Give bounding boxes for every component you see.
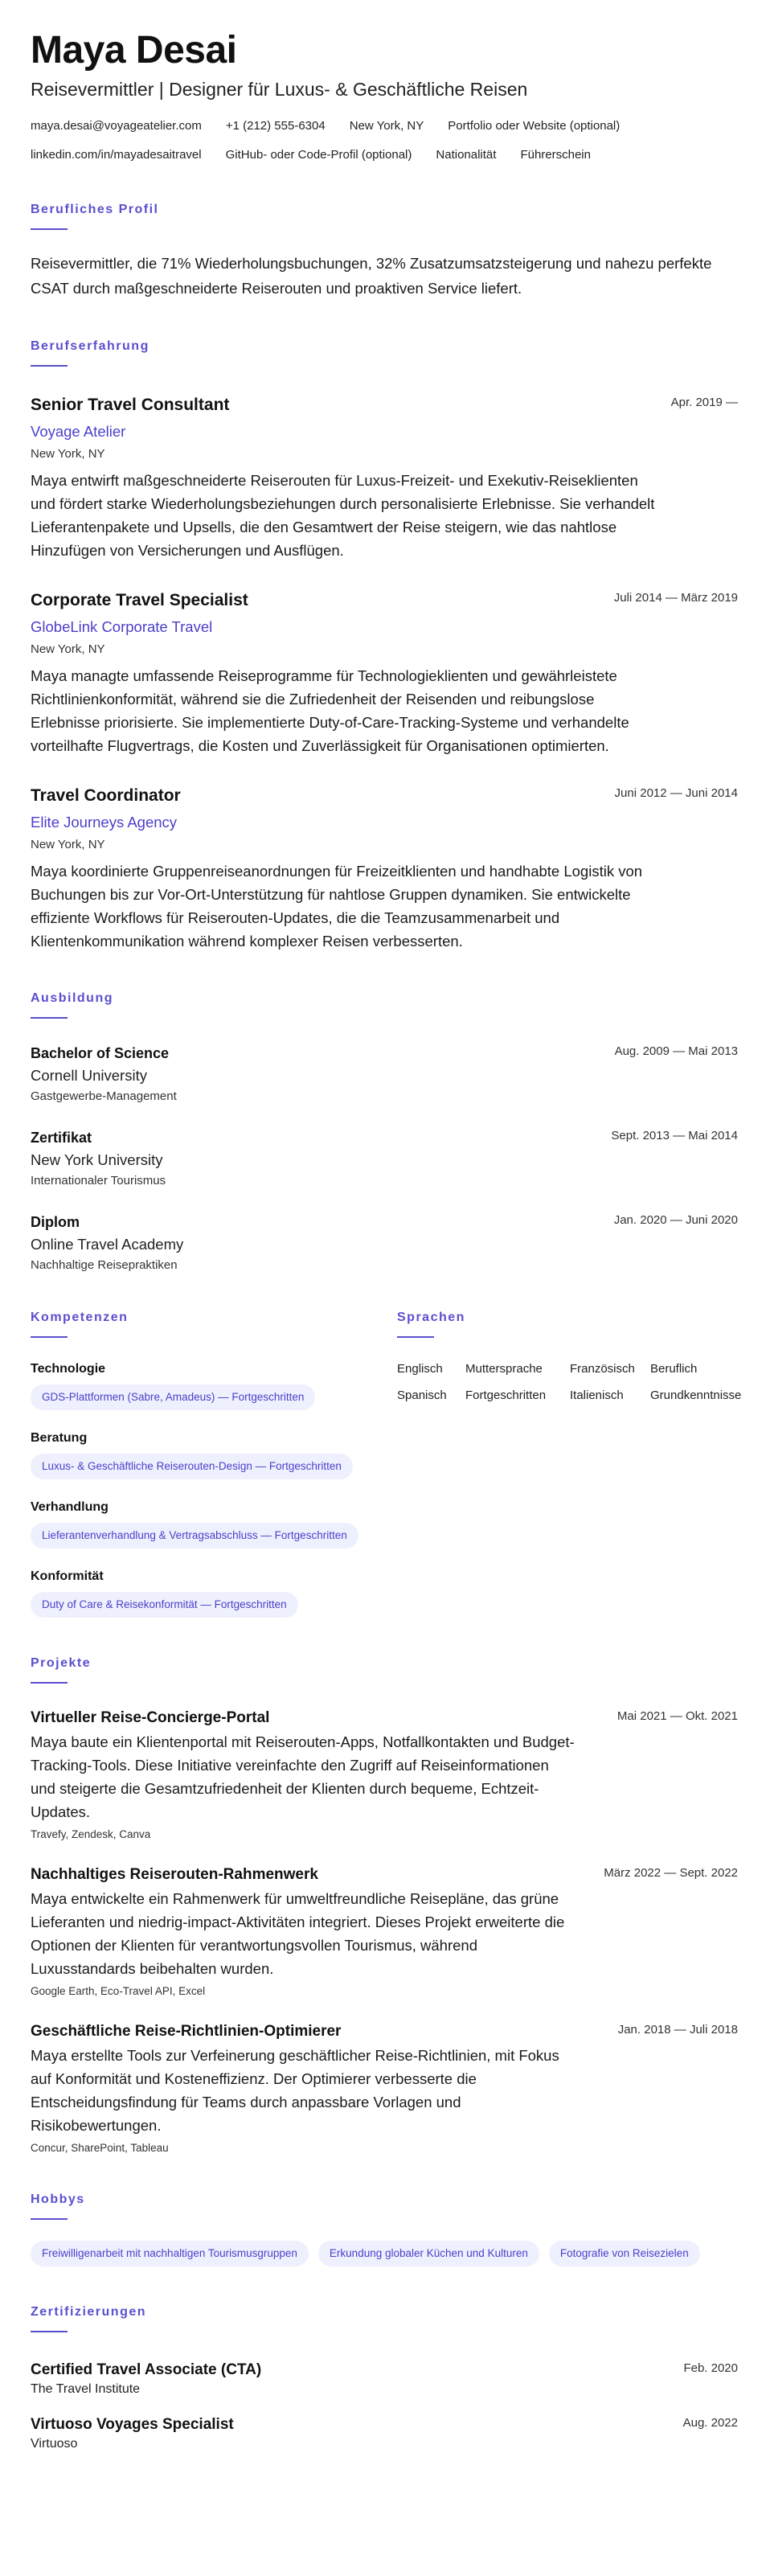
hobbies-section [31, 2192, 735, 2266]
resume-header [31, 29, 735, 164]
skill-category: Konformität [31, 1569, 104, 1583]
section-title-education: Ausbildung [31, 991, 113, 1005]
contact-linkedin[interactable]: linkedin.com/in/mayadesaitravel [31, 148, 202, 162]
project-name: Nachhaltiges Reiserouten-Rahmenwerk [31, 1866, 318, 1883]
job-entry [31, 785, 738, 953]
education-entry [31, 1127, 738, 1188]
section-title-certifications: Zertifizierungen [31, 2305, 147, 2319]
hobby-pill: Fotografie von Reisezielen [549, 2241, 700, 2266]
project-name: Geschäftliche Reise-Richtlinien-Optimierer [31, 2023, 342, 2040]
job-description: Maya koordinierte Gruppenreiseanordnungen für Freizeitklienten und handhabte Logistik von Buchungen bis zur Vor-Ort-Unterstützung für nahtlose Gruppen dynamiken. Sie entwickelte effiziente Workflows für Reiserouten-Updates, die die Teamzusammenarbeit und Klientenkommunikation während komplexer Reisen verbesserten. [31, 863, 643, 950]
job-title: Travel Coordinator [31, 786, 181, 805]
projects-section [31, 1656, 738, 2154]
project-dates: Mai 2021 — Okt. 2021 [616, 1709, 738, 1723]
education-field: Internationaler Tourismus [31, 1174, 166, 1188]
education-institution: Online Travel Academy [31, 1236, 184, 1253]
education-entry [31, 1212, 738, 1272]
contact-location: New York, NY [349, 119, 424, 133]
section-divider [31, 228, 68, 230]
contact-drivers-license: Führerschein [520, 148, 591, 162]
education-dates: Jan. 2020 — Juni 2020 [613, 1213, 738, 1227]
education-dates: Sept. 2013 — Mai 2014 [611, 1129, 738, 1142]
project-dates: Jan. 2018 — Juli 2018 [617, 2023, 738, 2037]
education-entry [31, 1043, 738, 1103]
education-field: Gastgewerbe-Management [31, 1089, 177, 1103]
education-degree: Zertifikat [31, 1130, 92, 1146]
language-name: Italienisch [570, 1388, 624, 1402]
job-description: Maya managte umfassende Reiseprogramme für Technologieklienten und gewährleistete Richtlinienkonformität, während sie die Zufriedenheit der Reisenden und reibungslose Erlebnisse priorisierte. Sie implementierte Duty-of-Care-Tracking-Systeme und verhandelte vorteilhafte Flugvertrags, die Kosten und Zuverlässigkeit für Organisationen optimierten. [31, 667, 629, 754]
section-title-experience: Berufserfahrung [31, 339, 150, 353]
project-dates: März 2022 — Sept. 2022 [604, 1866, 738, 1880]
language-name: Französisch [570, 1362, 635, 1376]
job-dates: Juli 2014 — März 2019 [613, 591, 738, 605]
contact-portfolio[interactable]: Portfolio oder Website (optional) [448, 119, 621, 133]
certification-date: Aug. 2022 [682, 2416, 738, 2430]
job-description: Maya entwirft maßgeschneiderte Reiserouten für Luxus-Freizeit- und Exekutiv-Reiseklienten und fördert starke Wiederholungsbeziehungen durch personalisierte Erlebnisse. Sie verhandelt Lieferantenpakete und Upsells, die den Gesamtwert der Reise steigern, wie das nahtlose Hinzufügen von Versicherungen und Ausflügen. [31, 472, 655, 559]
profile-section [31, 203, 735, 301]
project-description: Maya entwickelte ein Rahmenwerk für umweltfreundliche Reisepläne, das grüne Lieferanten und niedrig-impact-Aktivitäten integriert. Dieses Projekt erweiterte die Optionen der Klienten für verantwortungsvollen Tourismus, während Luxusstandards beibehalten wurden. [31, 1890, 565, 1977]
contact-nationality: Nationalität [436, 148, 497, 162]
candidate-headline: Reisevermittler | Designer für Luxus- & Geschäftliche Reisen [31, 79, 528, 100]
language-level: Fortgeschritten [465, 1388, 547, 1402]
education-section [31, 991, 738, 1272]
skill-category: Technologie [31, 1362, 106, 1376]
certification-entry [31, 2414, 738, 2451]
skills-section [31, 1311, 376, 1618]
section-divider [31, 2218, 68, 2220]
section-divider [397, 1336, 434, 1338]
languages-section [376, 1311, 742, 1618]
skill-pill: Duty of Care & Reisekonformität — Fortgeschritten [31, 1592, 298, 1618]
project-entry [31, 1864, 738, 1997]
skill-pill: Luxus- & Geschäftliche Reiserouten-Design — Fortgeschritten [31, 1454, 353, 1479]
certification-issuer: Virtuoso [31, 2437, 78, 2451]
job-company: GlobeLink Corporate Travel [31, 618, 213, 635]
section-title-languages: Sprachen [397, 1311, 465, 1324]
job-title: Senior Travel Consultant [31, 396, 230, 414]
language-level: Grundkenntnisse [650, 1388, 742, 1402]
language-name: Spanisch [397, 1388, 447, 1402]
job-dates: Apr. 2019 — [670, 396, 738, 409]
job-entry [31, 589, 738, 757]
project-description: Maya erstellte Tools zur Verfeinerung geschäftlicher Reise-Richtlinien, mit Fokus auf Konformität und Kosteneffizienz. Der Optimierer verbesserte die Entscheidungsfindung für Teams durch anpassbare Vorlagen und Risikobewertungen. [31, 2047, 559, 2134]
hobby-pill: Erkundung globaler Küchen und Kulturen [318, 2241, 539, 2266]
section-title-hobbies: Hobbys [31, 2192, 85, 2206]
hobby-list [31, 2241, 738, 2266]
certification-name: Virtuoso Voyages Specialist [31, 2416, 234, 2433]
education-degree: Bachelor of Science [31, 1045, 170, 1061]
skill-category: Beratung [31, 1431, 88, 1445]
certifications-section [31, 2305, 738, 2451]
section-divider [31, 365, 68, 367]
job-title: Corporate Travel Specialist [31, 591, 248, 609]
education-institution: Cornell University [31, 1067, 147, 1084]
skill-category: Verhandlung [31, 1500, 109, 1514]
language-level: Beruflich [650, 1362, 698, 1376]
section-title-projects: Projekte [31, 1656, 92, 1670]
education-field: Nachhaltige Reisepraktiken [31, 1258, 178, 1272]
project-tools: Concur, SharePoint, Tableau [31, 2142, 169, 2154]
contact-github[interactable]: GitHub- oder Code-Profil (optional) [225, 148, 412, 162]
skill-pill: Lieferantenverhandlung & Vertragsabschluss — Fortgeschritten [31, 1523, 358, 1548]
skill-pill: GDS-Plattformen (Sabre, Amadeus) — Fortgeschritten [31, 1384, 315, 1410]
job-location: New York, NY [31, 838, 105, 851]
section-divider [31, 2331, 68, 2332]
section-divider [31, 1682, 68, 1684]
experience-section [31, 339, 738, 953]
job-location: New York, NY [31, 642, 105, 656]
section-divider [31, 1017, 68, 1019]
project-tools: Google Earth, Eco-Travel API, Excel [31, 1985, 206, 1997]
contact-list [31, 117, 738, 164]
education-institution: New York University [31, 1151, 163, 1168]
section-title-profile: Berufliches Profil [31, 203, 159, 216]
job-location: New York, NY [31, 447, 105, 461]
contact-email[interactable]: maya.desai@voyageatelier.com [31, 119, 202, 133]
education-dates: Aug. 2009 — Mai 2013 [614, 1044, 738, 1058]
project-entry [31, 2021, 738, 2154]
language-list [397, 1362, 742, 1402]
project-description: Maya baute ein Klientenportal mit Reiserouten-Apps, Notfallkontakten und Budget-Tracking-Tools. Diese Initiative vereinfachte den Zugriff auf Reiseinformationen und steigerte die Gesamtzufriedenheit der Klienten durch bequeme, Echtzeit-Updates. [31, 1733, 575, 1820]
project-name: Virtueller Reise-Concierge-Portal [31, 1709, 270, 1726]
certification-entry [31, 2360, 738, 2397]
job-dates: Juni 2012 — Juni 2014 [614, 786, 738, 800]
certification-issuer: The Travel Institute [31, 2382, 141, 2396]
section-divider [31, 1336, 68, 1338]
language-name: Englisch [397, 1362, 443, 1376]
language-level: Muttersprache [465, 1362, 543, 1376]
education-degree: Diplom [31, 1214, 80, 1230]
project-entry [31, 1708, 738, 1840]
contact-phone[interactable]: +1 (212) 555-6304 [225, 119, 326, 133]
job-company: Voyage Atelier [31, 423, 126, 440]
hobby-pill: Freiwilligenarbeit mit nachhaltigen Tourismusgruppen [31, 2241, 309, 2266]
job-company: Elite Journeys Agency [31, 814, 178, 831]
candidate-name: Maya Desai [31, 29, 237, 72]
skills-languages-row [31, 1311, 742, 1618]
profile-summary: Reisevermittler, die 71% Wiederholungsbuchungen, 32% Zusatzumsatzsteigerung und nahezu perfekte CSAT durch maßgeschneiderte Reiserouten und proaktiven Service liefert. [31, 255, 712, 297]
project-tools: Travefy, Zendesk, Canva [31, 1828, 151, 1840]
section-title-skills: Kompetenzen [31, 1311, 129, 1324]
job-entry [31, 394, 738, 562]
certification-date: Feb. 2020 [683, 2361, 738, 2375]
certification-name: Certified Travel Associate (CTA) [31, 2361, 262, 2378]
